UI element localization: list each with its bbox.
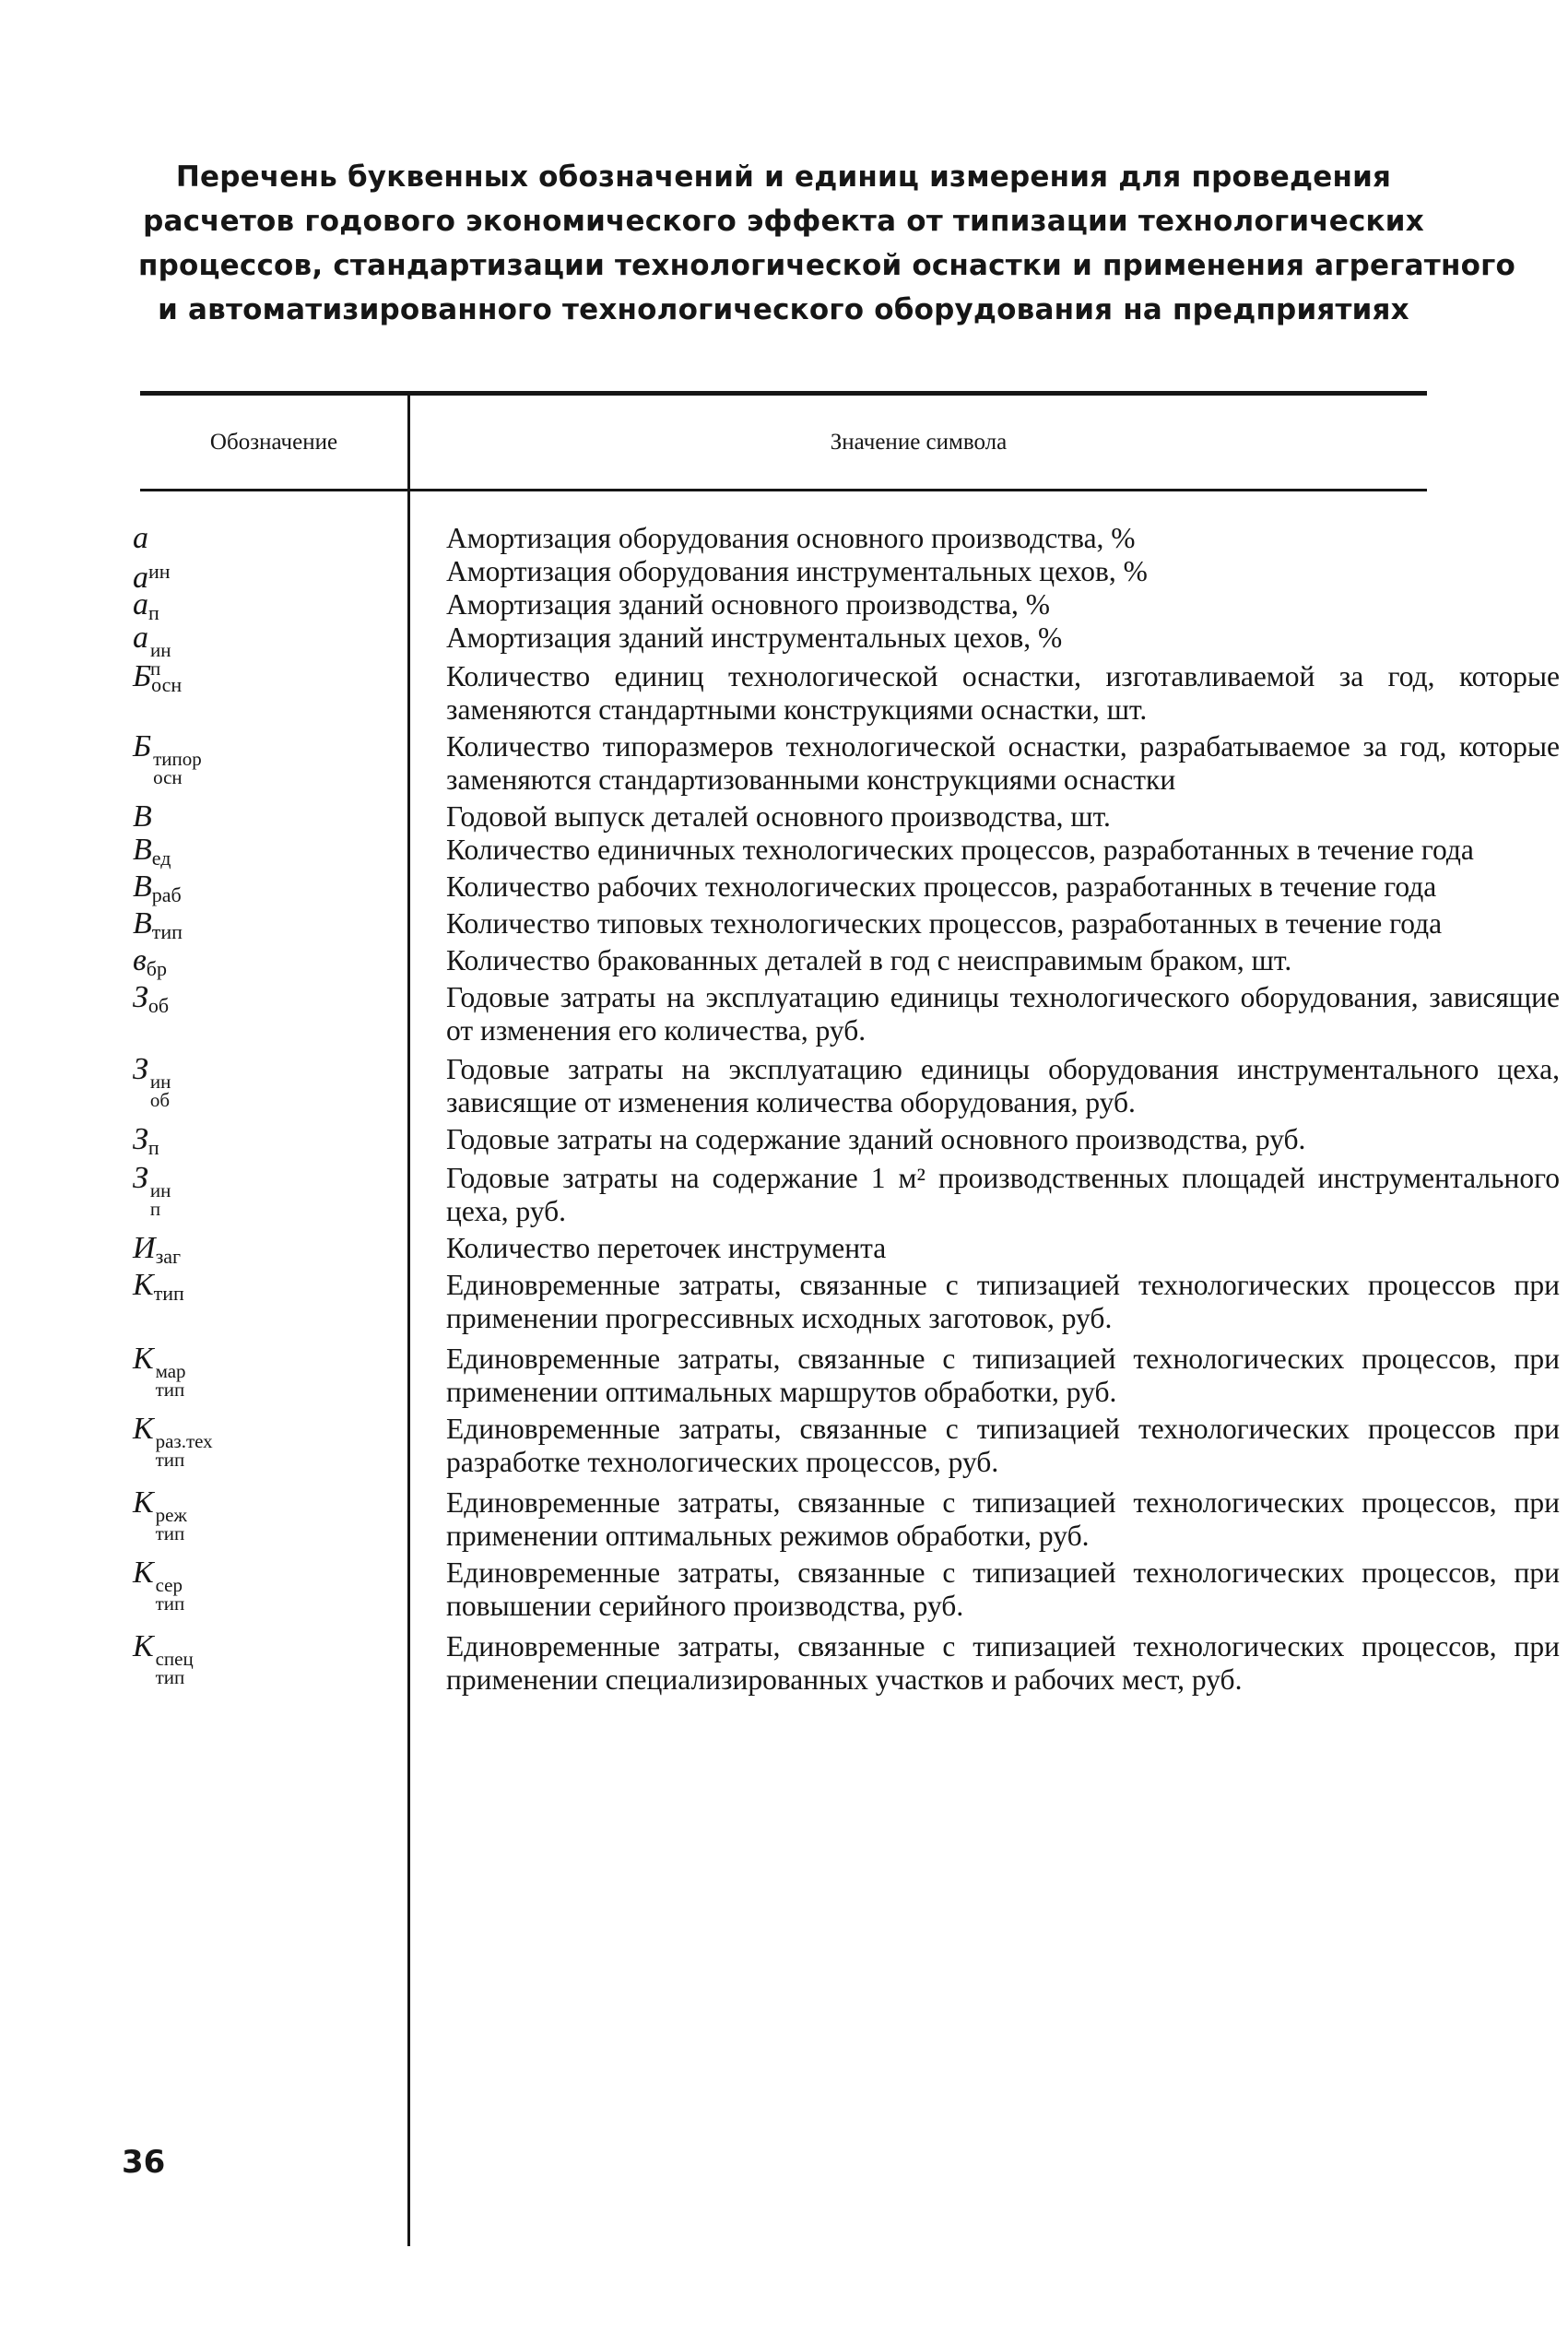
- table-row: [120, 1122, 1447, 1159]
- symbol-base: В: [133, 906, 152, 941]
- symbol-subscript: тип: [155, 1592, 185, 1615]
- table-top-rule: [140, 391, 1427, 396]
- symbol-base: a: [133, 561, 148, 595]
- table-row: [120, 1231, 1447, 1268]
- meaning-cell: Годовые затраты на эксплуатацию единицы оборудования инструментального цеха, зависящие от изменения количества оборудования, руб.: [446, 1053, 1560, 1118]
- symbol-base: З: [133, 1122, 148, 1156]
- meaning-cell: Количество переточек инструмента: [446, 1232, 887, 1264]
- symbol-base: В: [133, 870, 152, 904]
- table-row: [120, 1556, 1560, 1623]
- table-row: [120, 1268, 1560, 1335]
- symbol-superscript: ин: [148, 560, 171, 583]
- meaning-cell: Количество бракованных деталей в год с неисправимым браком, шт.: [446, 944, 1292, 976]
- table-row: [120, 943, 1447, 980]
- meaning-cell: Годовые затраты на содержание 1 м² производственных площадей инструментального цеха, руб.: [446, 1162, 1560, 1227]
- table-row: [120, 587, 1447, 624]
- symbol-superscript: типор: [153, 748, 202, 770]
- symbol-base: Б: [133, 729, 152, 763]
- table-row: [120, 1629, 1560, 1697]
- symbol-cell: [133, 1630, 391, 1686]
- meaning-cell: Количество единиц технологической оснастки, изготавливаемой за год, которые заменяются стандартными конструкциями оснастки, шт.: [446, 660, 1560, 726]
- symbol-cell: [133, 1123, 391, 1165]
- meaning-cell: Единовременные затраты, связанные с типизацией технологических процессов, при применении специализированных участков и рабочих мест, руб.: [446, 1630, 1560, 1696]
- symbol-cell: [133, 1232, 391, 1273]
- symbol-indices: [156, 1576, 185, 1613]
- symbol-base: З: [133, 980, 148, 1014]
- symbol-base: З: [133, 1161, 148, 1195]
- meaning-cell: Амортизация оборудования основного производства, %: [446, 522, 1136, 554]
- symbol-indices: [156, 1650, 194, 1686]
- symbol-base: К: [133, 1412, 154, 1446]
- symbol-cell: [133, 522, 391, 555]
- symbol-base: К: [133, 1485, 154, 1520]
- table-row: [120, 1342, 1560, 1409]
- symbol-base: К: [133, 1556, 154, 1590]
- symbol-indices: [150, 1181, 171, 1218]
- meaning-cell: Количество типоразмеров технологической оснастки, разрабатываемое за год, которые заменяются стандартизованными конструкциями оснастки: [446, 730, 1560, 796]
- symbol-subscript: об: [149, 1089, 171, 1111]
- symbol-superscript: мар: [155, 1360, 186, 1382]
- symbol-cell: [133, 907, 391, 949]
- symbol-superscript: ин: [150, 639, 171, 661]
- symbol-cell: [133, 834, 391, 875]
- symbol-subscript: бр: [146, 957, 167, 980]
- symbol-subscript: ед: [151, 846, 171, 870]
- symbol-superscript: ин: [149, 1071, 171, 1093]
- symbol-base: Б: [133, 659, 152, 693]
- symbol-subscript: тип: [155, 1522, 185, 1544]
- symbol-base: И: [133, 1231, 156, 1265]
- symbol-cell: [133, 730, 391, 787]
- meaning-cell: Количество единичных технологических процессов, разработанных в течение года: [446, 834, 1474, 866]
- meaning-cell: Годовые затраты на содержание зданий основного производства, руб.: [446, 1123, 1306, 1155]
- symbol-base: З: [133, 1052, 148, 1086]
- symbol-cell: [133, 1269, 391, 1310]
- symbol-cell: [133, 1343, 391, 1399]
- symbol-subscript: об: [147, 994, 170, 1017]
- header-meaning: Значение символа: [830, 430, 1008, 455]
- symbol-superscript: раз.тех: [155, 1430, 213, 1452]
- symbol-base: В: [133, 833, 152, 867]
- symbol-indices: [150, 1072, 171, 1109]
- meaning-cell: Амортизация зданий инструментальных цехов, %: [446, 621, 1063, 654]
- symbol-base: a: [133, 587, 148, 621]
- symbol-indices: [156, 1506, 187, 1543]
- table-row: [120, 833, 1474, 870]
- symbol-cell: [133, 870, 391, 912]
- symbol-base: a: [133, 621, 148, 655]
- symbol-subscript: осн: [153, 766, 183, 788]
- symbol-superscript: ин: [149, 1179, 171, 1201]
- table-row: [120, 1052, 1560, 1119]
- meaning-cell: Количество типовых технологических процессов, разработанных в течение года: [446, 907, 1443, 940]
- meaning-cell: Годовой выпуск деталей основного производства, шт.: [446, 800, 1111, 833]
- table-row: [120, 1412, 1560, 1479]
- symbol-base: К: [133, 1342, 154, 1376]
- table-row: [120, 555, 1447, 595]
- symbol-subscript: тип: [155, 1378, 185, 1401]
- table-row: [120, 621, 1447, 680]
- meaning-cell: Амортизация зданий основного производства, %: [446, 588, 1050, 621]
- table-row: [120, 907, 1447, 941]
- symbol-cell: [133, 944, 391, 986]
- symbol-subscript: осн: [151, 673, 183, 696]
- symbol-cell: [133, 981, 391, 1023]
- symbol-superscript: сер: [155, 1574, 183, 1596]
- meaning-cell: Годовые затраты на эксплуатацию единицы технологического оборудования, зависящие от изменения его количества, руб.: [446, 981, 1560, 1047]
- page-title: [138, 155, 1515, 332]
- symbol-table-body: [120, 521, 1560, 1697]
- title-line: расчетов годового экономического эффекта от типизации технологических: [143, 205, 1424, 238]
- meaning-cell: Единовременные затраты, связанные с типизацией технологических процессов, при применении оптимальных маршрутов обработки, руб.: [446, 1343, 1560, 1408]
- symbol-subscript: раб: [151, 883, 182, 906]
- title-line: и автоматизированного технологического оборудования на предприятиях: [158, 293, 1409, 326]
- symbol-subscript: п: [150, 657, 161, 680]
- title-line: Перечень буквенных обозначений и единиц измерения для проведения: [175, 160, 1392, 194]
- symbol-indices: [153, 750, 202, 787]
- meaning-cell: Единовременные затраты, связанные с типизацией технологических процессов, при повышении серийного производства, руб.: [446, 1556, 1560, 1622]
- symbol-subscript: тип: [155, 1449, 185, 1471]
- meaning-cell: Амортизация оборудования инструментальных цехов, %: [446, 555, 1148, 587]
- symbol-base: в: [133, 943, 147, 977]
- symbol-superscript: спец: [155, 1648, 194, 1670]
- symbol-cell: [133, 1486, 391, 1543]
- table-row: [120, 870, 1447, 904]
- symbol-subscript: тип: [153, 1282, 184, 1305]
- symbol-indices: [156, 1432, 213, 1469]
- symbol-base: К: [133, 1268, 154, 1302]
- table-row: [120, 657, 1560, 727]
- page-number: 36: [122, 2144, 166, 2181]
- table-row: [120, 800, 1447, 834]
- symbol-cell: [133, 1413, 391, 1469]
- meaning-cell: Количество рабочих технологических процессов, разработанных в течение года: [446, 870, 1437, 903]
- meaning-cell: Единовременные затраты, связанные с типизацией технологических процессов при применении прогрессивных исходных заготовок, руб.: [446, 1269, 1560, 1334]
- symbol-cell: [133, 657, 391, 702]
- table-row: [120, 729, 1560, 797]
- meaning-cell: Единовременные затраты, связанные с типизацией технологических процессов, при применении оптимальных режимов обработки, руб.: [446, 1486, 1560, 1552]
- symbol-subscript: тип: [151, 920, 183, 943]
- table-row: [120, 980, 1560, 1047]
- symbol-subscript: п: [148, 601, 159, 624]
- symbol-superscript: реж: [155, 1504, 187, 1526]
- header-symbol: Обозначение: [209, 430, 338, 455]
- symbol-cell: [133, 800, 391, 834]
- table-row: [120, 1161, 1560, 1228]
- symbol-cell: [133, 1556, 391, 1613]
- symbol-cell: [133, 1053, 391, 1109]
- symbol-subscript: п: [147, 1136, 159, 1159]
- table-row: [120, 522, 1447, 555]
- symbol-base: К: [133, 1629, 154, 1663]
- symbol-subscript: тип: [155, 1666, 185, 1688]
- symbol-base: В: [133, 799, 152, 834]
- header-bottom-rule: [140, 489, 1427, 491]
- meaning-cell: Единовременные затраты, связанные с типизацией технологических процессов при разработке технологических процессов, руб.: [446, 1413, 1560, 1478]
- title-line: процессов, стандартизации технологической оснастки и применения агрегатного: [138, 249, 1515, 282]
- symbol-base: a: [133, 521, 148, 555]
- symbol-subscript: п: [149, 1198, 161, 1220]
- table-row: [120, 1485, 1560, 1553]
- symbol-subscript: заг: [155, 1245, 182, 1268]
- symbol-indices: [156, 1362, 186, 1399]
- symbol-cell: [133, 1162, 391, 1218]
